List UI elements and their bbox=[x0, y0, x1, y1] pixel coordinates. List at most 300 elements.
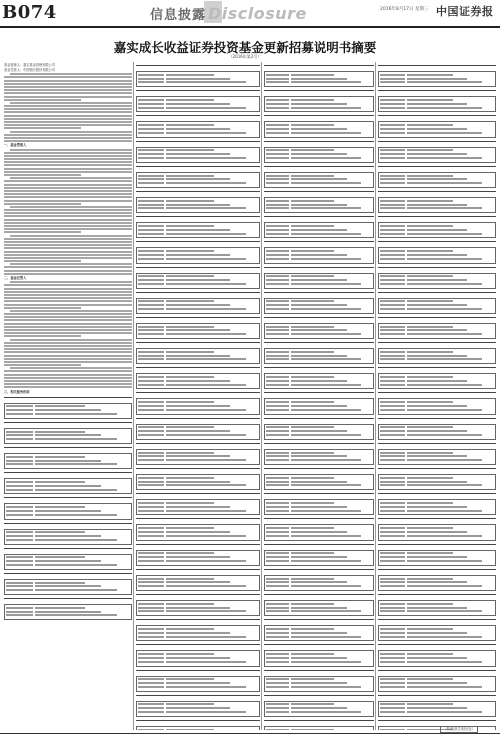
table-row bbox=[266, 258, 372, 261]
distributor-heading bbox=[378, 191, 496, 196]
distributor-table bbox=[378, 449, 496, 465]
table-row bbox=[138, 258, 258, 261]
table-row bbox=[380, 405, 494, 408]
distributor-table bbox=[264, 625, 374, 641]
table-row bbox=[266, 502, 372, 505]
distributor-heading bbox=[264, 191, 374, 196]
text-line bbox=[4, 288, 132, 290]
text-line bbox=[4, 203, 81, 205]
distributor-heading bbox=[4, 497, 132, 502]
table-row bbox=[380, 182, 494, 185]
table-row bbox=[266, 607, 372, 610]
table-row bbox=[138, 678, 258, 681]
distributor-heading bbox=[136, 720, 260, 725]
table-row bbox=[266, 283, 372, 286]
table-row bbox=[138, 204, 258, 207]
text-line bbox=[10, 131, 132, 133]
table-row bbox=[6, 460, 130, 463]
text-line bbox=[4, 200, 132, 202]
table-row bbox=[266, 409, 372, 412]
table-row bbox=[380, 107, 494, 110]
distributor-table bbox=[378, 424, 496, 440]
table-row bbox=[380, 535, 494, 538]
section-heading: 一、基金管理人 bbox=[4, 143, 27, 148]
distributor-heading bbox=[378, 367, 496, 372]
table-row bbox=[138, 707, 258, 710]
table-row bbox=[266, 484, 372, 487]
distributor-table bbox=[264, 650, 374, 666]
text-line bbox=[10, 102, 132, 104]
table-row bbox=[138, 686, 258, 689]
table-row bbox=[138, 502, 258, 505]
text-line bbox=[4, 342, 132, 344]
distributor-table bbox=[136, 273, 260, 289]
distributor-table bbox=[136, 172, 260, 188]
distributor-table bbox=[136, 701, 260, 717]
table-row bbox=[380, 502, 494, 505]
distributor-table bbox=[378, 147, 496, 163]
distributor-heading bbox=[264, 569, 374, 574]
distributor-heading bbox=[136, 216, 260, 221]
table-row bbox=[266, 636, 372, 639]
text-line bbox=[4, 222, 132, 224]
distributor-heading bbox=[264, 342, 374, 347]
table-row bbox=[138, 434, 258, 437]
distributor-heading bbox=[378, 670, 496, 675]
table-row bbox=[380, 401, 494, 404]
distributor-heading bbox=[4, 598, 132, 603]
table-row bbox=[138, 552, 258, 555]
table-row bbox=[380, 682, 494, 685]
table-row bbox=[266, 250, 372, 253]
table-row bbox=[380, 229, 494, 232]
table-row bbox=[266, 678, 372, 681]
text-line bbox=[4, 244, 132, 246]
distributor-heading bbox=[136, 342, 260, 347]
text-line bbox=[4, 270, 132, 272]
distributor-heading bbox=[378, 594, 496, 599]
distributor-heading bbox=[378, 292, 496, 297]
distributor-table bbox=[378, 197, 496, 213]
table-row bbox=[138, 610, 258, 613]
table-row bbox=[266, 552, 372, 555]
distributor-table bbox=[264, 147, 374, 163]
text-line bbox=[4, 319, 132, 321]
table-row bbox=[6, 611, 130, 614]
table-row bbox=[380, 254, 494, 257]
distributor-table bbox=[378, 348, 496, 364]
distributor-heading bbox=[264, 443, 374, 448]
text-line bbox=[4, 184, 132, 186]
distributor-table bbox=[264, 726, 374, 730]
table-row bbox=[380, 632, 494, 635]
table-row bbox=[380, 78, 494, 81]
text-line bbox=[4, 300, 132, 302]
table-row bbox=[266, 300, 372, 303]
table-row bbox=[138, 149, 258, 152]
distributor-table bbox=[136, 222, 260, 238]
table-row bbox=[266, 405, 372, 408]
table-row bbox=[138, 329, 258, 332]
section-english-title: Disclosure bbox=[208, 4, 307, 23]
table-row bbox=[266, 384, 372, 387]
table-row bbox=[6, 607, 130, 610]
text-line bbox=[4, 124, 132, 126]
table-row bbox=[266, 581, 372, 584]
distributor-table bbox=[378, 676, 496, 692]
table-row bbox=[380, 628, 494, 631]
table-row bbox=[380, 326, 494, 329]
distributor-table bbox=[264, 676, 374, 692]
table-row bbox=[266, 153, 372, 156]
distributor-table bbox=[378, 323, 496, 339]
section-heading: 二、基金托管人 bbox=[4, 276, 27, 280]
text-line bbox=[4, 118, 132, 120]
distributor-table bbox=[264, 600, 374, 616]
text-line bbox=[4, 155, 132, 157]
distributor-heading bbox=[136, 695, 260, 700]
table-row bbox=[6, 582, 130, 585]
table-row bbox=[138, 384, 258, 387]
table-row bbox=[266, 204, 372, 207]
text-line bbox=[4, 316, 132, 318]
distributor-heading bbox=[136, 392, 260, 397]
table-row bbox=[138, 182, 258, 185]
text-line bbox=[4, 137, 132, 139]
text-line bbox=[4, 351, 132, 353]
distributor-table bbox=[378, 96, 496, 112]
table-row bbox=[380, 657, 494, 660]
text-line bbox=[4, 257, 132, 259]
distributor-table bbox=[378, 625, 496, 641]
text-line bbox=[4, 383, 132, 385]
distributor-heading bbox=[264, 544, 374, 549]
text-line bbox=[4, 196, 132, 198]
table-row bbox=[380, 653, 494, 656]
table-row bbox=[138, 682, 258, 685]
table-row bbox=[6, 434, 130, 437]
text-line bbox=[10, 281, 132, 283]
issue-date: 2016年8月17日 星期三 bbox=[380, 7, 429, 12]
distributor-heading bbox=[264, 594, 374, 599]
table-row bbox=[6, 463, 130, 466]
text-line bbox=[4, 115, 132, 117]
distributor-table bbox=[4, 403, 132, 419]
table-row bbox=[266, 703, 372, 706]
table-row bbox=[380, 610, 494, 613]
text-line bbox=[4, 108, 132, 110]
distributor-table bbox=[264, 373, 374, 389]
table-row bbox=[138, 300, 258, 303]
distributor-heading bbox=[378, 342, 496, 347]
distributor-heading bbox=[136, 267, 260, 272]
distributor-heading bbox=[378, 619, 496, 624]
distributor-heading bbox=[378, 267, 496, 272]
distributor-heading bbox=[136, 544, 260, 549]
fund-manager-line: 基金管理人：嘉实基金管理有限公司 bbox=[4, 63, 55, 67]
section-title: 信息披露 bbox=[150, 8, 207, 23]
table-row bbox=[380, 531, 494, 534]
distributor-table bbox=[4, 554, 132, 570]
table-row bbox=[138, 657, 258, 660]
text-line bbox=[4, 266, 132, 268]
table-row bbox=[266, 560, 372, 563]
distributor-table bbox=[264, 701, 374, 717]
table-row bbox=[138, 603, 258, 606]
distributor-heading bbox=[136, 65, 260, 70]
table-row bbox=[266, 380, 372, 383]
table-row bbox=[266, 426, 372, 429]
distributor-heading bbox=[264, 493, 374, 498]
text-line bbox=[4, 377, 132, 379]
table-row bbox=[138, 157, 258, 160]
table-row bbox=[6, 485, 130, 488]
table-row bbox=[380, 329, 494, 332]
table-row bbox=[380, 132, 494, 135]
table-row bbox=[380, 409, 494, 412]
table-row bbox=[138, 304, 258, 307]
distributor-table bbox=[136, 298, 260, 314]
distributor-table bbox=[264, 524, 374, 540]
text-line bbox=[4, 241, 132, 243]
distributor-table bbox=[264, 550, 374, 566]
table-row bbox=[266, 657, 372, 660]
table-row bbox=[138, 326, 258, 329]
distributor-table bbox=[378, 247, 496, 263]
text-line bbox=[4, 215, 132, 217]
distributor-table bbox=[378, 71, 496, 87]
table-row bbox=[266, 304, 372, 307]
table-row bbox=[380, 304, 494, 307]
text-line bbox=[10, 339, 132, 341]
table-row bbox=[138, 333, 258, 336]
text-line bbox=[4, 193, 132, 195]
table-row bbox=[138, 124, 258, 127]
table-row bbox=[138, 405, 258, 408]
distributor-table bbox=[378, 121, 496, 137]
distributor-table bbox=[264, 298, 374, 314]
table-row bbox=[380, 426, 494, 429]
distributor-heading bbox=[264, 241, 374, 246]
table-row bbox=[138, 455, 258, 458]
distributor-table bbox=[136, 676, 260, 692]
table-row bbox=[6, 438, 130, 441]
table-row bbox=[380, 204, 494, 207]
distributor-table bbox=[378, 550, 496, 566]
table-row bbox=[138, 560, 258, 563]
distributor-heading bbox=[264, 65, 374, 70]
table-row bbox=[138, 506, 258, 509]
distributor-table bbox=[4, 529, 132, 545]
table-row bbox=[266, 333, 372, 336]
table-row bbox=[6, 514, 130, 517]
distributor-heading bbox=[136, 518, 260, 523]
table-row bbox=[380, 455, 494, 458]
table-row bbox=[380, 157, 494, 160]
text-line bbox=[4, 273, 132, 275]
text-line bbox=[4, 370, 132, 372]
distributor-heading bbox=[136, 292, 260, 297]
text-line bbox=[4, 345, 132, 347]
distributor-heading bbox=[264, 141, 374, 146]
distributor-table bbox=[136, 524, 260, 540]
table-row bbox=[380, 81, 494, 84]
distributor-table bbox=[136, 474, 260, 490]
text-line bbox=[4, 158, 132, 160]
distributor-heading bbox=[4, 447, 132, 452]
table-row bbox=[380, 207, 494, 210]
table-row bbox=[138, 426, 258, 429]
text-line bbox=[4, 251, 132, 253]
distributor-table bbox=[136, 96, 260, 112]
table-row bbox=[380, 459, 494, 462]
table-row bbox=[266, 275, 372, 278]
distributor-heading bbox=[264, 317, 374, 322]
text-line bbox=[4, 238, 132, 240]
table-row bbox=[6, 560, 130, 563]
table-row bbox=[266, 329, 372, 332]
table-row bbox=[266, 149, 372, 152]
table-row bbox=[138, 510, 258, 513]
table-row bbox=[138, 653, 258, 656]
distributor-heading bbox=[264, 267, 374, 272]
text-line bbox=[4, 254, 132, 256]
distributor-heading bbox=[264, 695, 374, 700]
text-line bbox=[4, 228, 132, 230]
distributor-table bbox=[4, 503, 132, 519]
table-row bbox=[266, 207, 372, 210]
distributor-table bbox=[264, 222, 374, 238]
distributor-heading bbox=[136, 191, 260, 196]
distributor-heading bbox=[4, 472, 132, 477]
table-row bbox=[380, 585, 494, 588]
text-line bbox=[4, 212, 132, 214]
text-line bbox=[4, 364, 81, 366]
distributor-heading bbox=[4, 548, 132, 553]
distributor-table bbox=[136, 121, 260, 137]
table-row bbox=[380, 481, 494, 484]
table-row bbox=[266, 376, 372, 379]
text-line bbox=[10, 73, 132, 75]
table-row bbox=[138, 661, 258, 664]
table-row bbox=[380, 200, 494, 203]
distributor-heading bbox=[4, 422, 132, 427]
table-row bbox=[138, 283, 258, 286]
table-row bbox=[6, 539, 130, 542]
text-line bbox=[4, 152, 132, 154]
text-line bbox=[4, 332, 132, 334]
masthead-logo: 中国证券报 bbox=[436, 5, 494, 18]
distributor-heading bbox=[136, 115, 260, 120]
table-row bbox=[138, 229, 258, 232]
table-row bbox=[138, 430, 258, 433]
table-row bbox=[138, 556, 258, 559]
table-row bbox=[138, 459, 258, 462]
table-row bbox=[380, 300, 494, 303]
distributor-heading bbox=[264, 216, 374, 221]
distributor-heading bbox=[264, 292, 374, 297]
table-row bbox=[380, 333, 494, 336]
table-row bbox=[138, 527, 258, 530]
table-row bbox=[380, 636, 494, 639]
table-row bbox=[266, 103, 372, 106]
table-row bbox=[266, 254, 372, 257]
table-row bbox=[266, 178, 372, 181]
table-row bbox=[380, 678, 494, 681]
table-row bbox=[138, 481, 258, 484]
text-line bbox=[10, 263, 132, 265]
text-line bbox=[10, 235, 132, 237]
text-line bbox=[4, 96, 132, 98]
table-row bbox=[266, 124, 372, 127]
distributor-table bbox=[378, 373, 496, 389]
text-line bbox=[4, 209, 132, 211]
table-row bbox=[266, 308, 372, 311]
distributor-table bbox=[264, 273, 374, 289]
document-title: 嘉实成长收益证券投资基金更新招募说明书摘要 bbox=[113, 40, 377, 55]
distributor-table bbox=[4, 604, 132, 620]
text-line bbox=[4, 297, 132, 299]
table-row bbox=[138, 358, 258, 361]
distributor-table bbox=[378, 222, 496, 238]
table-row bbox=[138, 78, 258, 81]
table-row bbox=[6, 564, 130, 567]
table-row bbox=[380, 556, 494, 559]
fund-custodian-line: 基金托管人：中国银行股份有限公司 bbox=[4, 68, 55, 72]
text-line bbox=[4, 83, 132, 85]
distributor-heading bbox=[264, 166, 374, 171]
distributor-table bbox=[378, 499, 496, 515]
distributor-table bbox=[264, 96, 374, 112]
distributor-heading bbox=[378, 317, 496, 322]
distributor-heading bbox=[136, 166, 260, 171]
column-divider bbox=[261, 62, 262, 730]
text-line bbox=[4, 164, 132, 166]
table-row bbox=[380, 434, 494, 437]
table-row bbox=[380, 124, 494, 127]
table-row bbox=[6, 556, 130, 559]
distributor-table bbox=[264, 575, 374, 591]
table-row bbox=[138, 581, 258, 584]
text-line bbox=[4, 121, 132, 123]
table-row bbox=[6, 481, 130, 484]
table-row bbox=[6, 489, 130, 492]
table-row bbox=[266, 99, 372, 102]
table-row bbox=[138, 107, 258, 110]
distributor-heading bbox=[136, 443, 260, 448]
distributor-heading bbox=[378, 518, 496, 523]
distributor-table bbox=[4, 579, 132, 595]
table-row bbox=[138, 254, 258, 257]
table-row bbox=[6, 456, 130, 459]
text-line bbox=[4, 374, 132, 376]
table-row bbox=[266, 81, 372, 84]
distributor-table bbox=[264, 398, 374, 414]
text-line bbox=[4, 140, 132, 142]
distributor-table bbox=[264, 71, 374, 87]
text-line bbox=[4, 190, 132, 192]
text-line bbox=[4, 105, 132, 107]
distributor-heading bbox=[378, 166, 496, 171]
table-row bbox=[380, 581, 494, 584]
text-line bbox=[4, 127, 81, 129]
table-row bbox=[138, 535, 258, 538]
text-line bbox=[4, 161, 132, 163]
table-row bbox=[138, 308, 258, 311]
table-row bbox=[266, 682, 372, 685]
table-row bbox=[380, 233, 494, 236]
table-row bbox=[266, 455, 372, 458]
